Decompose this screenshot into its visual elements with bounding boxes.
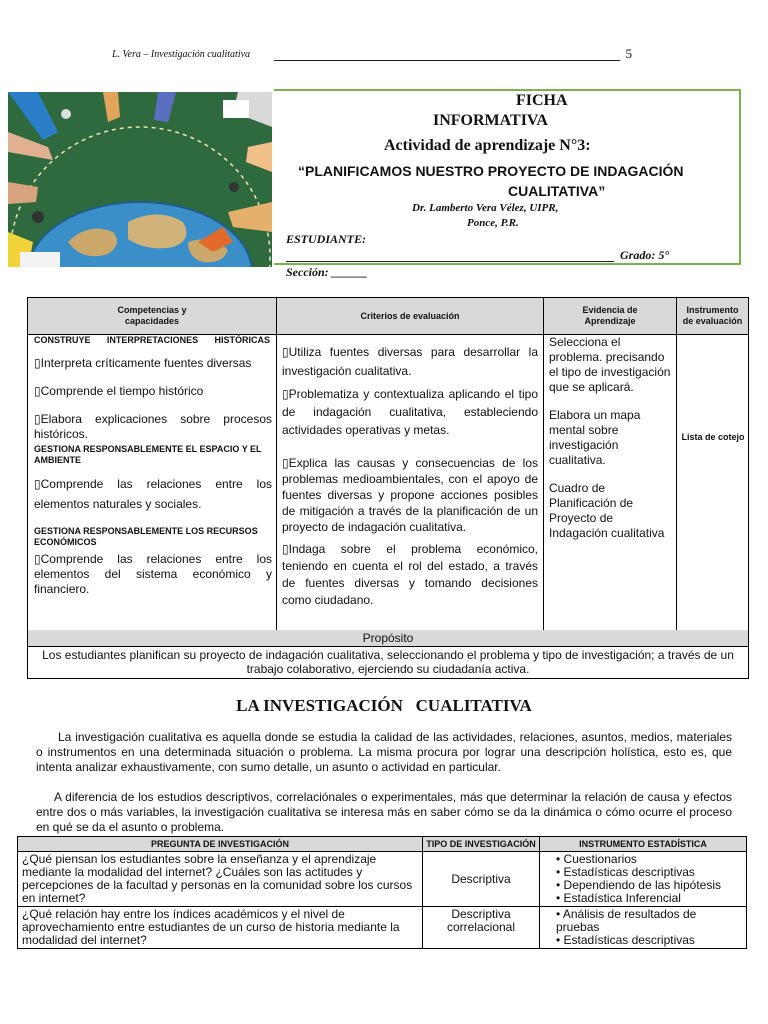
competencies-table [27, 297, 749, 679]
research-type: Descriptiva correlacional [423, 907, 540, 949]
evidence-column [549, 335, 671, 541]
header-instrumento: Instrumento de evaluación [677, 298, 748, 334]
list-item: • Cuestionarios [556, 853, 742, 866]
author-line2: Ponce, P.R. [467, 217, 519, 229]
criterion-item: ▯Problematiza y contextualiza aplicando el tipo de indagación cualitativa, estableciendo actividades operativas y metas. [282, 387, 538, 437]
list-item: • Estadística Inferencial [556, 892, 742, 905]
page-number: 5 [625, 46, 632, 61]
list-item: • Estadísticas descriptivas [556, 934, 742, 947]
globe-hands-illustration [8, 92, 272, 267]
table-row [18, 907, 747, 949]
instrument-value: Lista de cotejo [681, 432, 745, 442]
header-pregunta: PREGUNTA DE INVESTIGACIÓN [18, 837, 423, 852]
running-title: L. Vera – Investigación cualitativa [112, 49, 251, 60]
header-instrumento-estadistica: INSTRUMENTO ESTADÍSTICA [540, 837, 747, 852]
header-criterios: Criterios de evaluación [277, 298, 543, 334]
running-header [112, 46, 632, 64]
list-item: • Estadísticas descriptivas [556, 866, 742, 879]
list-item: • Análisis de resultados de pruebas [556, 908, 742, 934]
capacity-item: ▯Comprende las relaciones entre los elementos naturales y sociales. [34, 477, 272, 511]
evidence-item: Elabora un mapa mental sobre investigación cualitativa. [549, 408, 641, 467]
capacity-item: ▯Elabora explicaciones sobre procesos históricos. [34, 412, 272, 441]
student-label: ESTUDIANTE: [286, 232, 367, 246]
author-line1: Dr. Lamberto Vera Vélez, UIPR, [412, 202, 559, 214]
research-question: ¿Qué relación hay entre los índices académicos y el nivel de aprovechamiento entre estudiantes de un curso de historia mediante la modalidad del internet? [18, 907, 423, 949]
activity-title: Actividad de aprendizaje N°3: [384, 137, 591, 154]
research-table-header [18, 837, 747, 852]
grade-label: Grado: 5° [620, 248, 670, 262]
project-title-line2: CUALITATIVA” [508, 183, 606, 199]
capacity-item: ▯Interpreta críticamente fuentes diversas [34, 356, 252, 370]
research-type: Descriptiva [423, 852, 540, 907]
ficha-title-line2: INFORMATIVA [433, 112, 548, 129]
paragraph-1: La investigación cualitativa es aquella donde se estudia la calidad de las actividades, relaciones, asuntos, medios, materiales o instrumentos en una determinada situación o problema. La misma procura por lograr una descripción holística, esto es, que intenta analizar exhaustivamente, con sumo detalle, un asunto o actividad en particular. [36, 730, 732, 774]
competency-title: GESTIONA RESPONSABLEMENTE LOS RECURSOS ECONÓMICOS [34, 526, 258, 547]
paragraph-2: A diferencia de los estudios descriptivos, correlaciónales o experimentales, más que determinar la relación de causa y efectos entre dos o más variables, la investigación cualitativa se interesa más en saber cómo se da la dinámica o cómo ocurre el proceso en qué se da el asunto o problema. [36, 790, 732, 834]
evidence-item: Selecciona el problema. precisando el tipo de investigación que se aplicará. [549, 335, 671, 394]
student-name-line[interactable] [286, 261, 614, 262]
section-title: LA INVESTIGACIÓN CUALITATIVA [236, 696, 532, 715]
purpose-text: Los estudiantes planifican su proyecto de indagación cualitativa, seleccionando el problema y tipo de investigación; a través de un trabajo colaborativo, ejerciendo su ciudadanía activa. [42, 648, 734, 676]
globe-illustration-svg [8, 92, 272, 267]
competency-title: CONSTRUYE INTERPRETACIONES HISTÓRICAS [34, 335, 270, 345]
criteria-column [282, 343, 538, 609]
research-table [17, 836, 747, 949]
competencies-column [34, 335, 272, 597]
project-title-line1: “PLANIFICAMOS NUESTRO PROYECTO DE INDAGACIÓN [298, 163, 684, 179]
header-competencias: Competencias y capacidades [28, 298, 276, 334]
header-evidencia: Evidencia de Aprendizaje [544, 298, 676, 334]
capacity-item: ▯Comprende el tiempo histórico [34, 384, 204, 398]
evidence-item: Cuadro de Planificación de Proyecto de Indagación cualitativa [549, 481, 665, 540]
purpose-label: Propósito [28, 630, 748, 646]
criterion-item: ▯Utiliza fuentes diversas para desarrollar la investigación cualitativa. [282, 345, 538, 378]
criterion-item: ▯Indaga sobre el problema económico, teniendo en cuenta el rol del estado, a través de fuentes diversas y tomando decisiones como ciudadano. [282, 542, 538, 607]
criterion-item: ▯Explica las causas y consecuencias de los problemas medioambientales, con el apoyo de fuentes diversas y propone acciones posibles de mitigación a través de la planificación de un proyecto de indagación cualitativa. [282, 456, 538, 534]
header-rule [274, 60, 620, 61]
research-instruments [540, 907, 747, 949]
research-instruments [540, 852, 747, 907]
ficha-title-line1: FICHA [516, 92, 568, 109]
research-question: ¿Qué piensan los estudiantes sobre la enseñanza y el aprendizaje mediante la modalidad del internet? ¿Cuáles son las actitudes y percepciones de la facultad y personas en la comunidad sobre los cursos en internet? [18, 852, 423, 907]
header-tipo: TIPO DE INVESTIGACIÓN [423, 837, 540, 852]
competency-title: GESTIONA RESPONSABLEMENTE EL ESPACIO Y EL AMBIENTE [34, 444, 262, 465]
table-row [18, 852, 747, 907]
section-label: Sección: ______ [286, 265, 368, 279]
list-item: • Dependiendo de las hipótesis [556, 879, 742, 892]
capacity-item: ▯Comprende las relaciones entre los elementos del sistema económico y financiero. [34, 552, 272, 596]
